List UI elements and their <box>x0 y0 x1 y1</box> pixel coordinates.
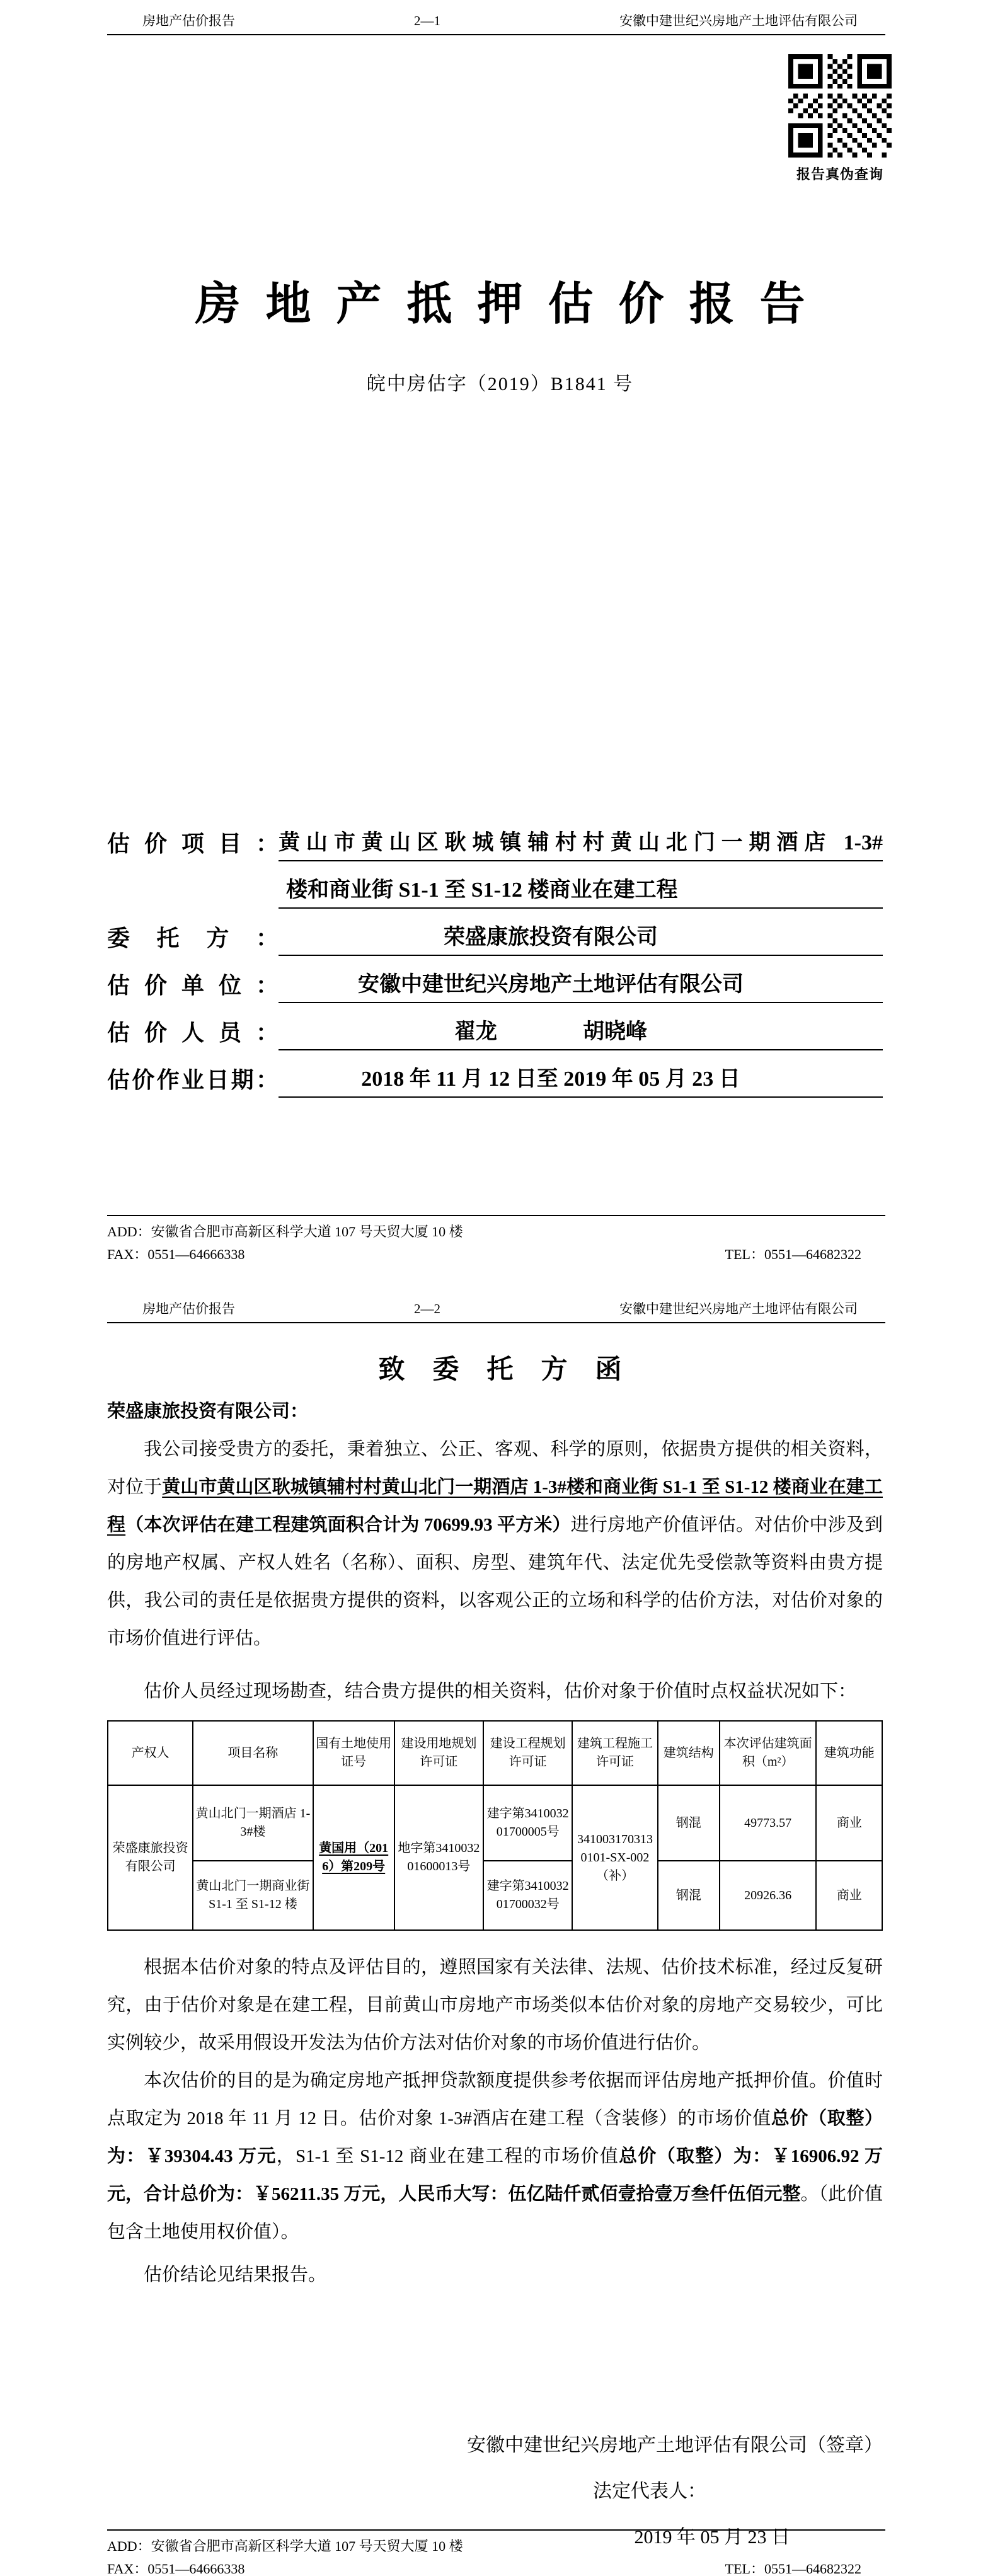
letter-paragraph-4 <box>107 2062 883 2251</box>
letter-body <box>107 1393 883 2294</box>
table-header-row <box>108 1721 882 1785</box>
page-footer <box>107 1215 885 1264</box>
field-work-date-value: 2018 年 11 月 12 日至 2019 年 05 月 23 日 <box>279 1061 883 1098</box>
field-client <box>107 909 883 956</box>
report-title: 房地产抵押估价报告 <box>195 279 830 330</box>
signature-date: 2019 年 05 月 23 日 <box>634 2527 790 2548</box>
col-construction-plan-permit: 建设工程规划许可证 <box>483 1721 572 1785</box>
para4-mid: ，S1-1 至 S1-12 商业在建工程的市场价值 <box>276 2146 619 2166</box>
qr-verification-block <box>788 54 892 183</box>
letter-paragraph-5: 估价结论见结果报告。 <box>144 2265 327 2285</box>
field-staff-value: 翟龙 胡晓峰 <box>279 1014 883 1050</box>
header-report-name: 房地产估价报告 <box>142 13 235 28</box>
qr-code-icon <box>788 54 892 158</box>
field-agency <box>107 956 883 1003</box>
field-project-continued <box>107 861 883 909</box>
table-row <box>108 1861 882 1930</box>
cell-function-2: 商业 <box>816 1861 882 1930</box>
cell-area-1: 49773.57 <box>720 1785 817 1861</box>
signature-legal-representative: 法定代表人： <box>593 2481 706 2502</box>
field-project-label: 估价项目： <box>107 831 279 856</box>
letter-paragraph-3: 根据本估价对象的特点及评估目的，遵照国家有关法律、法规、估价技术标准，经过反复研究，由于估价对象是在建工程，目前黄山市房地产市场类似本估价对象的房地产交易较少，可比实例较少，故采用假设开发法为估价方法对估价对象的市场价值进行估价。 <box>107 1957 883 2053</box>
field-staff <box>107 1003 883 1050</box>
field-work-date <box>107 1050 883 1098</box>
cell-structure-1: 钢混 <box>658 1785 720 1861</box>
header-rule <box>107 34 885 35</box>
cell-structure-2: 钢混 <box>658 1861 720 1930</box>
col-project-name: 项目名称 <box>193 1721 313 1785</box>
cell-function-1: 商业 <box>816 1785 882 1861</box>
cell-plan-permit-2: 建字第341003201700032号 <box>483 1861 572 1930</box>
footer-fax: FAX：0551—64666338 <box>107 2561 245 2576</box>
signature-company: 安徽中建世纪兴房地产土地评估有限公司（签章） <box>467 2435 883 2456</box>
para1-rest: 进行房地产价值评估。对估价中涉及到的房地产权属、产权人姓名（名称）、面积、房型、建筑年代、法定优先受偿款等资料由贵方提供，我公司的责任是依据贵方提供的资料，以客观公正的立场和科学的估价方法，对估价对象的市场价值进行评估。 <box>107 1515 883 1648</box>
rights-status-table <box>107 1720 883 1931</box>
cell-area-2: 20926.36 <box>720 1861 817 1930</box>
letter-title: 致委托方函 <box>378 1355 650 1384</box>
letter-to-client-page <box>0 1288 1000 2576</box>
header-page-number: 2—1 <box>414 13 440 28</box>
col-function: 建筑功能 <box>816 1721 882 1785</box>
header-rule <box>107 1322 885 1323</box>
footer-tel: TEL：0551—64682322 <box>725 2561 861 2576</box>
table-row <box>108 1785 882 1861</box>
footer-contact-line <box>107 2560 885 2576</box>
cover-fields <box>107 814 883 1098</box>
field-label-spacer <box>107 906 279 909</box>
header-company-name: 安徽中建世纪兴房地产土地评估有限公司 <box>619 13 858 28</box>
header-report-name: 房地产估价报告 <box>142 1301 235 1316</box>
field-client-value: 荣盛康旅投资有限公司 <box>279 919 883 956</box>
para1-intro: 我公司接受贵方的委托，秉着独立、公正、客观、科学的原则，依据贵方提供的相关资料，对位于 <box>107 1439 883 1497</box>
footer-rule <box>107 1215 885 1216</box>
header-page-number: 2—2 <box>414 1301 440 1316</box>
footer-tel: TEL：0551—64682322 <box>725 1246 861 1262</box>
page-footer <box>107 2529 885 2576</box>
cell-land-plan-permit: 地字第341003201600013号 <box>394 1785 483 1930</box>
cell-plan-permit-1: 建字第341003201700005号 <box>483 1785 572 1861</box>
field-project <box>107 814 883 861</box>
para4-hotel-value: 总价（取整）为：￥39304.43 万元 <box>107 2108 883 2166</box>
header-company-name: 安徽中建世纪兴房地产土地评估有限公司 <box>619 1301 858 1316</box>
field-project-value-line2: 楼和商业街 S1-1 至 S1-12 楼商业在建工程 <box>279 872 883 909</box>
field-work-date-label: 估价作业日期： <box>107 1067 279 1093</box>
field-client-label: 委托方： <box>107 926 279 951</box>
col-owner: 产权人 <box>108 1721 193 1785</box>
para4-total-value: 总价（取整）为：￥16906.92 万元，合计总价为：￥56211.35 万元，人民币大写：伍亿陆仟贰佰壹拾壹万叁仟伍佰元整 <box>107 2146 883 2204</box>
page-header <box>142 13 858 29</box>
cell-project-2: 黄山北门一期商业街 S1-1 至 S1-12 楼 <box>193 1861 313 1930</box>
col-construction-work-permit: 建筑工程施工许可证 <box>572 1721 657 1785</box>
page-header <box>142 1301 858 1317</box>
footer-contact-line <box>107 1245 885 1264</box>
letter-salutation: 荣盛康旅投资有限公司： <box>107 1401 309 1422</box>
cell-owner: 荣盛康旅投资有限公司 <box>108 1785 193 1930</box>
col-appraised-area: 本次评估建筑面积（m²） <box>720 1721 817 1785</box>
field-agency-value: 安徽中建世纪兴房地产土地评估有限公司 <box>279 967 883 1003</box>
cell-land-cert: 黄国用（2016）第209号 <box>313 1785 394 1930</box>
para4-purpose: 本次估价的目的是为确定房地产抵押贷款额度提供参考依据而评估房地产抵押价值。价值时点取定为 2018 年 11 月 12 日。估价对象 1-3#酒店在建工程（含装修）的市场价值 <box>107 2071 883 2129</box>
col-structure: 建筑结构 <box>658 1721 720 1785</box>
cell-project-1: 黄山北门一期酒店 1-3#楼 <box>193 1785 313 1861</box>
col-land-plan-permit: 建设用地规划许可证 <box>394 1721 483 1785</box>
field-agency-label: 估价单位： <box>107 973 279 998</box>
para1-area-note: （本次评估在建工程建筑面积合计为 70699.93 平方米） <box>125 1515 571 1535</box>
field-staff-label: 估价人员： <box>107 1020 279 1045</box>
footer-rule <box>107 2529 885 2531</box>
footer-address: ADD：安徽省合肥市高新区科学大道 107 号天贸大厦 10 楼 <box>107 1224 463 1239</box>
letter-paragraph-1 <box>107 1430 883 1657</box>
footer-address: ADD：安徽省合肥市高新区科学大道 107 号天贸大厦 10 楼 <box>107 2538 463 2554</box>
para4-note: 。（此价值包含土地使用权价值）。 <box>107 2184 883 2242</box>
letter-paragraph-2: 估价人员经过现场勘查，结合贵方提供的相关资料，估价对象于价值时点权益状况如下： <box>144 1681 857 1701</box>
col-land-cert: 国有土地使用证号 <box>313 1721 394 1785</box>
qr-caption: 报告真伪查询 <box>796 166 883 182</box>
report-document-number: 皖中房估字（2019）B1841 号 <box>366 374 634 394</box>
footer-fax: FAX：0551—64666338 <box>107 1246 245 1262</box>
cell-construction-permit: 3410031703130101-SX-002（补） <box>572 1785 657 1930</box>
field-project-value-line1: 黄山市黄山区耿城镇辅村村黄山北门一期酒店 1-3# <box>279 825 883 861</box>
para1-project-name: 黄山市黄山区耿城镇辅村村黄山北门一期酒店 1-3#楼和商业街 S1-1 至 S1-12 楼商业在建工程 <box>107 1477 883 1535</box>
